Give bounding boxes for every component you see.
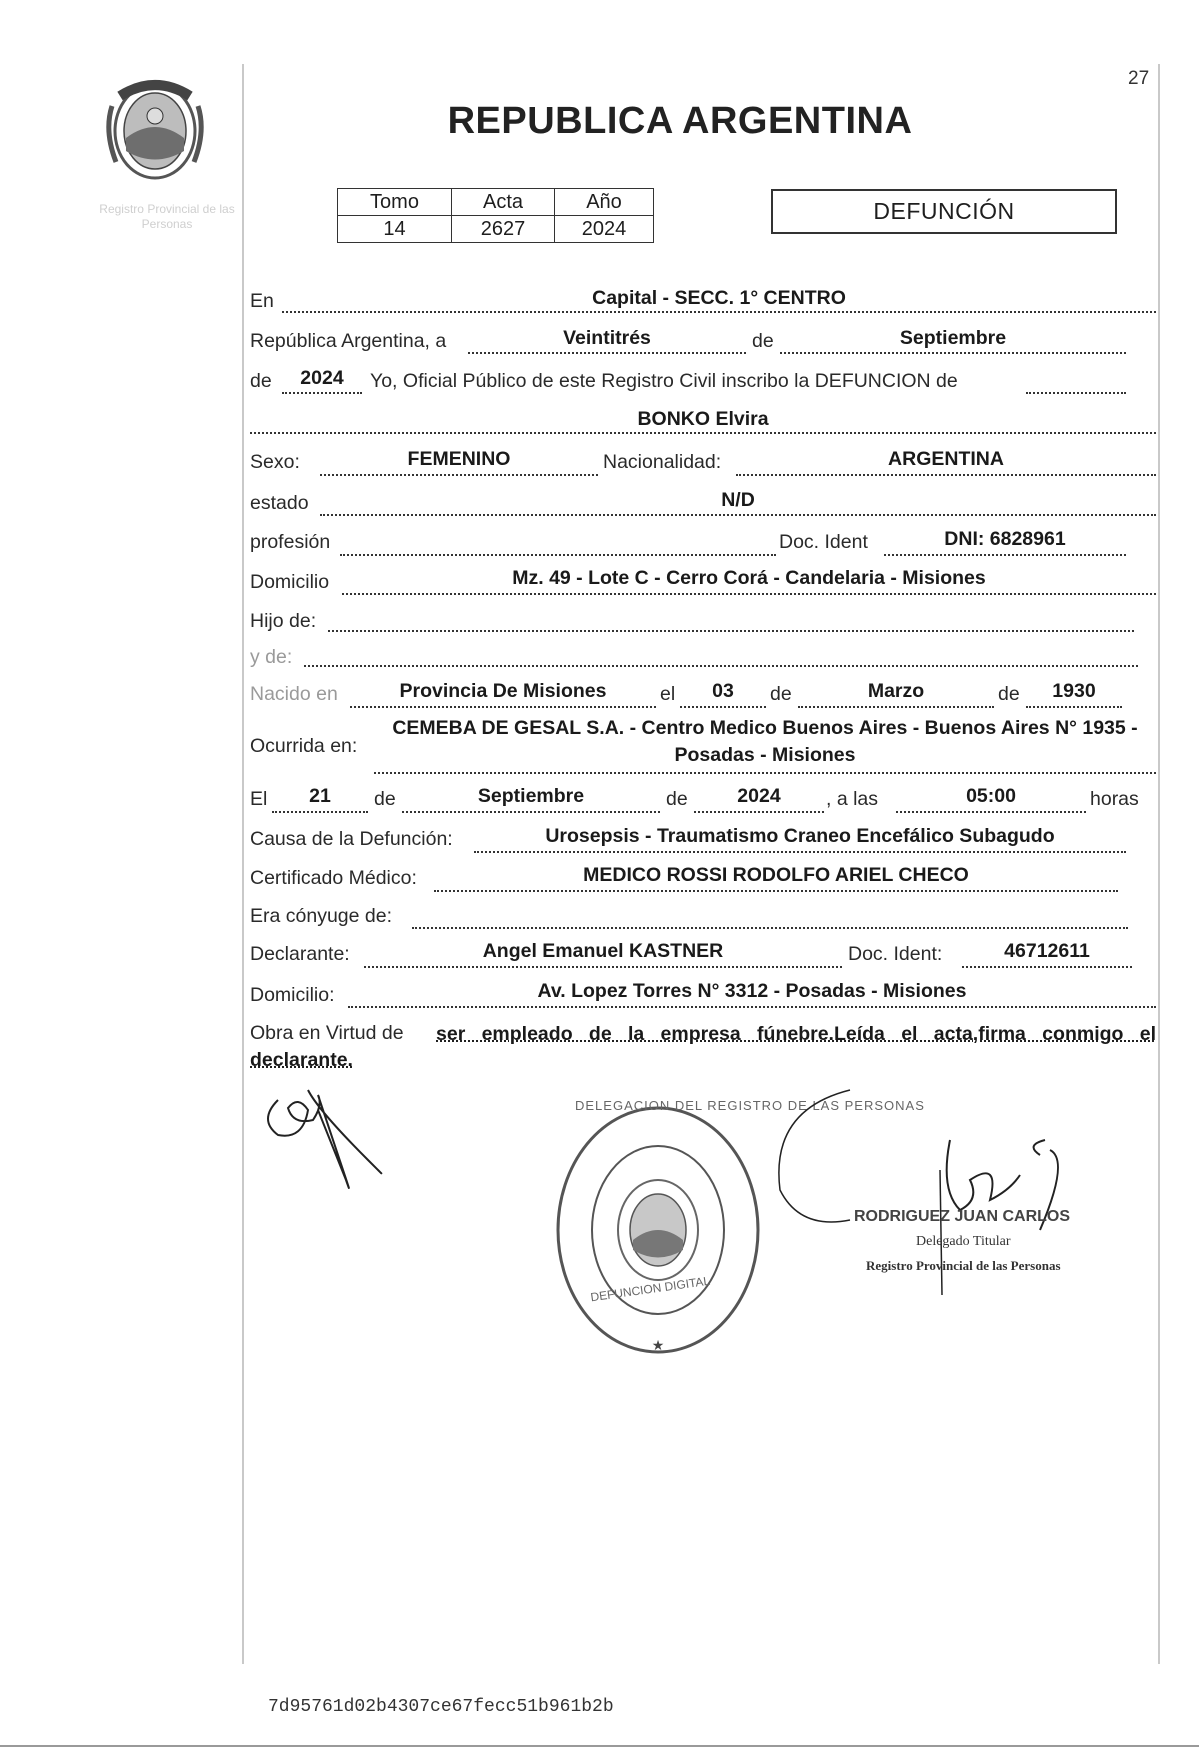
- official-role: Delegado Titular: [916, 1234, 1011, 1249]
- line-domicilio: [342, 593, 1156, 595]
- label-estado: estado: [250, 492, 309, 514]
- label-profesion: profesión: [250, 531, 331, 553]
- svg-text:★: ★: [651, 1338, 665, 1354]
- field-nombre: BONKO Elvira: [637, 408, 769, 430]
- field-dia-letras: Veintitrés: [563, 327, 651, 349]
- label-horas: horas: [1090, 788, 1139, 810]
- right-margin-line: [1158, 64, 1160, 1664]
- label-domicilio: Domicilio: [250, 571, 330, 593]
- field-doc-ident: DNI: 6828961: [944, 528, 1066, 550]
- line-fallec-hora: [896, 811, 1086, 813]
- registry-header-row: [338, 189, 654, 216]
- stamp-inner-text: DEFUNCION DIGITAL: [589, 1273, 711, 1305]
- field-declarante-doc: 46712611: [1004, 940, 1090, 962]
- label-conyuge: Era cónyuge de:: [250, 905, 393, 927]
- bottom-rule: [0, 1745, 1199, 1747]
- label-doc-ident: Doc. Ident: [779, 531, 868, 553]
- line-conyuge: [412, 927, 1128, 929]
- label-certificado: Certificado Médico:: [250, 867, 417, 889]
- label-a-las: , a las: [826, 788, 879, 810]
- field-mes: Septiembre: [899, 327, 1007, 349]
- field-declarante-domicilio: Av. Lopez Torres N° 3312 - Posadas - Misiones: [537, 980, 967, 1002]
- line-fallec-mes: [402, 811, 660, 813]
- field-anio: 2024: [300, 367, 344, 389]
- line-dia: [468, 352, 746, 354]
- field-fallec-mes: Septiembre: [477, 785, 585, 807]
- line-nacionalidad: [736, 474, 1156, 476]
- line-mes: [780, 352, 1126, 354]
- registry-value-anio: 2024: [555, 216, 654, 243]
- line-certificado: [434, 890, 1118, 892]
- line-hijo-de: [328, 630, 1134, 632]
- label-de-6: de: [666, 788, 688, 810]
- page-title: REPUBLICA ARGENTINA: [447, 100, 913, 142]
- line-anio: [282, 392, 362, 394]
- field-certificado: MEDICO ROSSI RODOLFO ARIEL CHECO: [583, 864, 969, 886]
- line-declarante-doc: [962, 966, 1132, 968]
- line-en: [282, 311, 1156, 313]
- stamp-ring-text: DELEGACION DEL REGISTRO DE LAS PERSONAS: [575, 1098, 925, 1113]
- document-hash: 7d95761d02b4307ce67fecc51b961b2b: [268, 1697, 614, 1717]
- registry-value-row: [338, 216, 654, 243]
- line-fallec-dia: [272, 811, 368, 813]
- registry-table: [337, 188, 654, 243]
- record-type-box: DEFUNCIÓN: [771, 189, 1117, 234]
- official-signature: [770, 1080, 1100, 1310]
- label-y-de: y de:: [250, 646, 293, 668]
- field-sexo: FEMENINO: [407, 448, 511, 470]
- registry-header-anio: Año: [555, 189, 654, 216]
- field-causa: Urosepsis - Traumatismo Craneo Encefálico Subagudo: [545, 825, 1055, 847]
- line-ocurrida-en: [374, 772, 1156, 774]
- line-yo-end: [1026, 392, 1126, 394]
- label-el: el: [660, 683, 676, 705]
- label-doc-ident-2: Doc. Ident:: [848, 943, 943, 965]
- line-fallec-anio: [694, 811, 824, 813]
- label-republica: República Argentina, a: [250, 330, 447, 352]
- label-obra: Obra en Virtud de: [250, 1022, 404, 1044]
- field-nacido-anio: 1930: [1052, 680, 1096, 702]
- line-estado: [320, 514, 1156, 516]
- registry-value-acta: 2627: [452, 216, 555, 243]
- field-lugar: Capital - SECC. 1° CENTRO: [592, 287, 846, 309]
- label-nacionalidad: Nacionalidad:: [603, 451, 722, 473]
- field-fallec-dia: 21: [309, 785, 331, 807]
- line-nombre: [250, 432, 1156, 434]
- line-declarante-domicilio: [348, 1006, 1156, 1008]
- label-en: En: [250, 290, 274, 312]
- label-ocurrida-en: Ocurrida en:: [250, 735, 358, 757]
- label-yo: Yo, Oficial Público de este Registro Civil inscribo la DEFUNCION de: [370, 370, 958, 392]
- page-number: 27: [1128, 68, 1150, 89]
- line-declarante: [364, 966, 842, 968]
- declarant-signature: [258, 1080, 398, 1210]
- label-sexo: Sexo:: [250, 451, 300, 473]
- label-hijo-de: Hijo de:: [250, 610, 317, 632]
- field-nacido-lugar: Provincia De Misiones: [399, 680, 607, 702]
- label-de-3: de: [770, 683, 792, 705]
- official-stamp: [553, 1100, 763, 1360]
- field-declarante: Angel Emanuel KASTNER: [482, 940, 724, 962]
- label-el-cap: El: [250, 788, 268, 810]
- label-domicilio-2: Domicilio:: [250, 984, 335, 1006]
- line-causa: [474, 851, 1126, 853]
- field-nacido-mes: Marzo: [867, 680, 925, 702]
- field-domicilio: Mz. 49 - Lote C - Cerro Corá - Candelaria - Misiones: [512, 567, 986, 589]
- line-doc-ident: [884, 554, 1126, 556]
- field-fallec-hora: 05:00: [966, 785, 1016, 807]
- label-de-2: de: [250, 370, 272, 392]
- label-nacido-en: Nacido en: [250, 683, 338, 705]
- field-nacionalidad: ARGENTINA: [888, 448, 1004, 470]
- field-ocurrida-en: CEMEBA DE GESAL S.A. - Centro Medico Buenos Aires - Buenos Aires N° 1935 - Posadas - Misiones: [392, 717, 1138, 766]
- official-name: RODRIGUEZ JUAN CARLOS: [854, 1208, 1071, 1225]
- line-y-de: [304, 665, 1138, 667]
- field-estado: N/D: [721, 489, 755, 511]
- line-nacido-dia: [680, 706, 766, 708]
- line-nacido-anio: [1026, 706, 1122, 708]
- official-office: Registro Provincial de las Personas: [866, 1258, 1061, 1273]
- line-sexo: [320, 474, 598, 476]
- line-profesion: [340, 554, 776, 556]
- registry-header-acta: Acta: [452, 189, 555, 216]
- line-nacido-mes: [798, 706, 994, 708]
- label-de-5: de: [374, 788, 396, 810]
- logo-caption: Registro Provincial de las Personas: [99, 202, 235, 231]
- line-nacido-lugar: [350, 706, 656, 708]
- label-declarante: Declarante:: [250, 943, 350, 965]
- registry-header-tomo: Tomo: [338, 189, 452, 216]
- registry-value-tomo: 14: [338, 216, 452, 243]
- label-causa: Causa de la Defunción:: [250, 828, 453, 850]
- left-margin-line: [242, 64, 244, 1664]
- province-seal-logo: [100, 76, 210, 186]
- field-obra-virtud: ser empleado de la empresa fúnebre.Leída el acta,firma conmigo el declarante.: [250, 1023, 1156, 1071]
- field-nacido-dia: 03: [712, 680, 734, 702]
- label-de-1: de: [752, 330, 774, 352]
- field-fallec-anio: 2024: [737, 785, 781, 807]
- label-de-4: de: [998, 683, 1020, 705]
